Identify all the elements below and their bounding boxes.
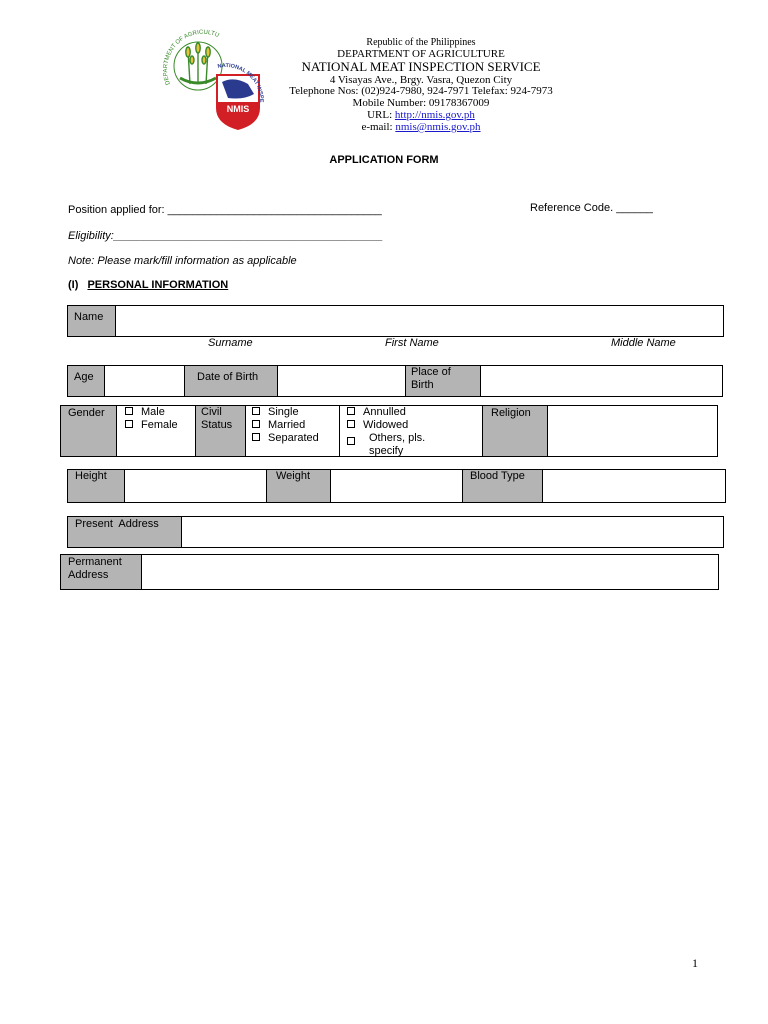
- single-label: Single: [268, 406, 299, 418]
- section-heading: [68, 279, 228, 291]
- present-address-input[interactable]: [182, 517, 723, 547]
- height-label-cell: [68, 470, 125, 502]
- surname-caption: Surname: [208, 337, 253, 349]
- name-row: [67, 305, 724, 337]
- name-label: Name: [74, 311, 104, 323]
- checkbox-icon[interactable]: [125, 407, 133, 415]
- section-title: PERSONAL INFORMATION: [87, 279, 229, 291]
- separated-label: Separated: [268, 432, 319, 444]
- email-link[interactable]: nmis@nmis.gov.ph: [395, 121, 481, 133]
- gender-label-cell: [61, 406, 117, 456]
- website-link[interactable]: http://nmis.gov.ph: [394, 109, 475, 121]
- eligibility-field[interactable]: Eligibility:____________________________________________: [68, 230, 384, 242]
- married-label: Married: [268, 419, 306, 431]
- height-input[interactable]: [125, 470, 267, 502]
- place-of-birth-label-cell: [406, 366, 481, 396]
- page-number: 1: [692, 956, 698, 970]
- permanent-address-label: Permanent Address: [68, 556, 122, 581]
- permanent-address-label-cell: [61, 555, 142, 589]
- url-label: URL:: [367, 109, 393, 121]
- reference-code-field[interactable]: Reference Code. ______: [530, 202, 653, 214]
- religion-input[interactable]: [548, 406, 717, 456]
- weight-label: Weight: [276, 470, 311, 482]
- position-field[interactable]: Position applied for: ___________________________________: [68, 204, 382, 216]
- gender-civil-row: [60, 405, 718, 457]
- present-address-label: Present Address: [75, 518, 159, 530]
- civil-married-option[interactable]: [252, 419, 319, 432]
- dob-label-cell: [185, 366, 278, 396]
- checkbox-icon[interactable]: [125, 420, 133, 428]
- height-weight-row: [67, 469, 726, 503]
- civil-annulled-option[interactable]: [347, 406, 457, 419]
- gender-female-option[interactable]: [125, 419, 178, 432]
- others-label: Others, pls. specify: [369, 432, 426, 457]
- logo-arc-left-text: DEPARTMENT OF AGRICULTU: [163, 29, 220, 86]
- mobile-line: Mobile Number: 09178367009: [352, 97, 490, 109]
- middle-name-caption: Middle Name: [611, 337, 676, 349]
- address-line: 4 Visayas Ave., Brgy. Vasra, Quezon City: [329, 74, 513, 86]
- checkbox-icon[interactable]: [347, 420, 355, 428]
- age-label-cell: [68, 366, 105, 396]
- checkbox-icon[interactable]: [347, 407, 355, 415]
- note-text: Note: Please mark/fill information as applicable: [68, 255, 297, 267]
- logo-nmis-text: NMIS: [226, 104, 250, 114]
- da-nmis-logo: [158, 24, 268, 134]
- religion-label: Religion: [491, 407, 531, 419]
- section-number: (I): [68, 279, 79, 291]
- widowed-label: Widowed: [363, 419, 409, 431]
- checkbox-icon[interactable]: [252, 407, 260, 415]
- age-dob-row: [67, 365, 723, 397]
- civil-status-options-a: [246, 406, 340, 456]
- checkbox-icon[interactable]: [347, 437, 355, 445]
- logo-arc-right-text: NATIONAL MEAT INSPE: [217, 63, 265, 103]
- civil-separated-option[interactable]: [252, 432, 319, 445]
- agency-name: NATIONAL MEAT INSPECTION SERVICE: [301, 59, 541, 74]
- female-label: Female: [141, 419, 178, 431]
- name-input[interactable]: [116, 306, 723, 336]
- civil-status-options-b: [340, 406, 483, 456]
- gender-male-option[interactable]: [125, 406, 178, 419]
- gender-label: Gender: [68, 407, 105, 419]
- form-title: APPLICATION FORM: [329, 154, 439, 166]
- civil-single-option[interactable]: [252, 406, 319, 419]
- age-label: Age: [74, 371, 94, 383]
- age-input[interactable]: [105, 366, 185, 396]
- checkbox-icon[interactable]: [252, 420, 260, 428]
- first-name-caption: First Name: [385, 337, 439, 349]
- name-label-cell: [68, 306, 116, 336]
- department-line: DEPARTMENT OF AGRICULTURE: [337, 48, 505, 60]
- civil-status-label: Civil Status: [201, 406, 233, 431]
- present-address-label-cell: [68, 517, 182, 547]
- height-label: Height: [75, 470, 107, 482]
- blood-type-label: Blood Type: [470, 470, 525, 482]
- present-address-row: [67, 516, 724, 548]
- republic-line: Republic of the Philippines: [366, 37, 476, 48]
- permanent-address-input[interactable]: [142, 555, 718, 589]
- male-label: Male: [141, 406, 165, 418]
- religion-label-cell: [483, 406, 548, 456]
- dob-input[interactable]: [278, 366, 406, 396]
- place-of-birth-label: Place of Birth: [411, 366, 451, 391]
- telephone-line: Telephone Nos: (02)924-7980, 924-7971 Telefax: 924-7973: [289, 85, 553, 97]
- gender-options: [117, 406, 196, 456]
- checkbox-icon[interactable]: [252, 433, 260, 441]
- dob-label: Date of Birth: [197, 371, 259, 383]
- email-line: [270, 122, 572, 134]
- letterhead: [270, 38, 572, 134]
- email-label: e-mail:: [361, 121, 393, 133]
- blood-type-label-cell: [463, 470, 543, 502]
- civil-status-label-cell: [196, 406, 246, 456]
- blood-type-input[interactable]: [543, 470, 725, 502]
- civil-others-option[interactable]: [347, 432, 457, 458]
- weight-input[interactable]: [331, 470, 463, 502]
- permanent-address-row: [60, 554, 719, 590]
- civil-widowed-option[interactable]: [347, 419, 457, 432]
- weight-label-cell: [267, 470, 331, 502]
- annulled-label: Annulled: [363, 406, 406, 418]
- place-of-birth-input[interactable]: [481, 366, 722, 396]
